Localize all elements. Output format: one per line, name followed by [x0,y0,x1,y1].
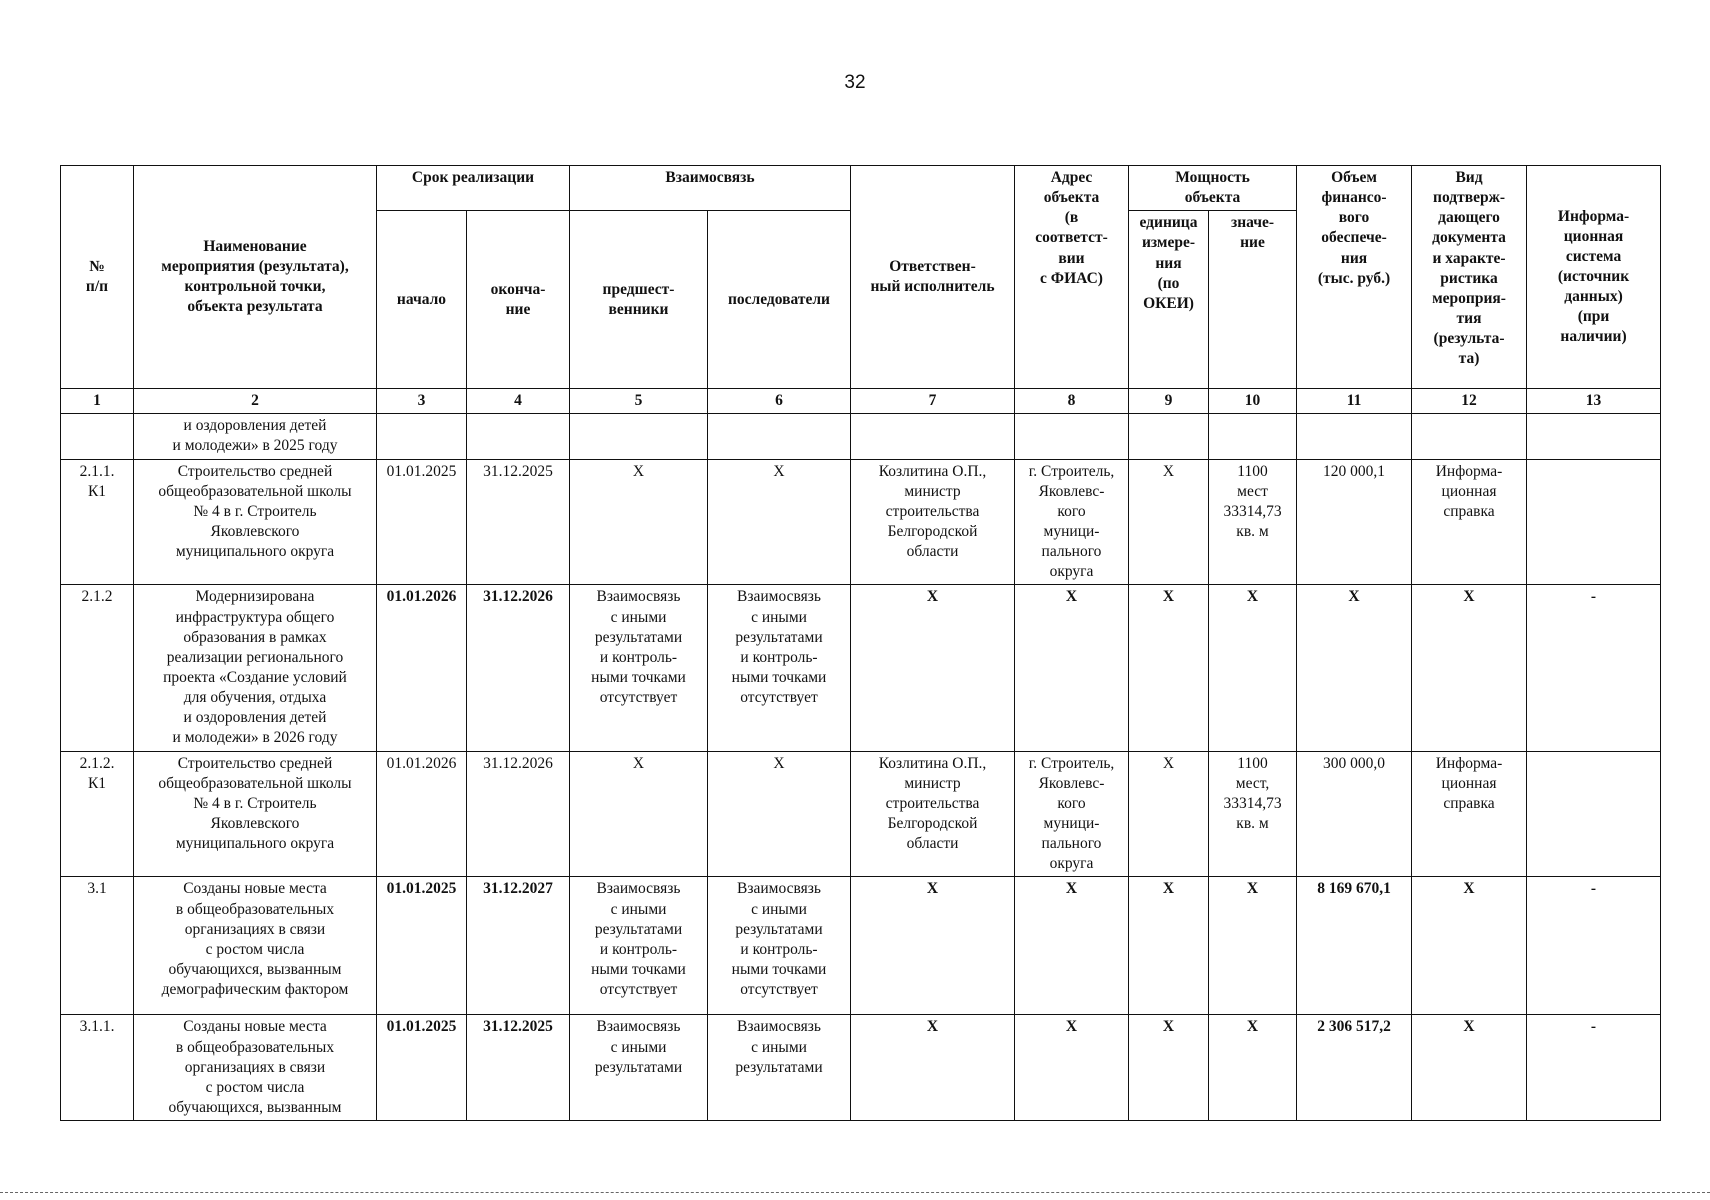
row-start-date: 01.01.2025 [377,877,467,1015]
row-info-system [1527,459,1661,585]
table-row [61,751,1661,877]
header-capacity: Мощность объекта [1129,166,1297,211]
column-number: 2 [134,389,377,414]
row-funding: X [1297,585,1412,751]
row-unit: X [1129,877,1209,1015]
row-info-system: - [1527,1015,1661,1121]
row-name: Созданы новые места в общеобразовательных организациях в связи с ростом числа обучающихся, вызванным демографическим фактором [134,877,377,1015]
column-number: 9 [1129,389,1209,414]
header-period: Срок реализации [377,166,570,211]
row-number [61,414,134,459]
row-predecessors: Взаимосвязь с иными результатами [570,1015,708,1121]
header-num: № п/п [61,166,134,389]
row-name: и оздоровления детей и молодежи» в 2025 году [134,414,377,459]
row-number: 2.1.2. К1 [61,751,134,877]
column-number: 5 [570,389,708,414]
row-start-date: 01.01.2025 [377,459,467,585]
header-info-system: Информа- ционная система (источник данных) (при наличии) [1527,166,1661,389]
header-predecessors: предшест- венники [570,211,708,389]
row-number: 2.1.2 [61,585,134,751]
row-start-date: 01.01.2026 [377,751,467,877]
row-funding: 300 000,0 [1297,751,1412,877]
row-value: 1100 мест 33314,73 кв. м [1209,459,1297,585]
row-start-date [377,414,467,459]
row-doc-type: X [1412,877,1527,1015]
header-responsible: Ответствен- ный исполнитель [851,166,1015,389]
row-address: г. Строитель, Яковлевс- кого муници- пального округа [1015,459,1129,585]
row-name: Строительство средней общеобразовательной школы № 4 в г. Строитель Яковлевского муниципального округа [134,459,377,585]
column-number-row [61,389,1661,414]
row-funding [1297,414,1412,459]
plan-table [60,165,1661,1121]
row-doc-type [1412,414,1527,459]
column-number: 12 [1412,389,1527,414]
row-name: Строительство средней общеобразовательной школы № 4 в г. Строитель Яковлевского муниципального округа [134,751,377,877]
row-name: Модернизирована инфраструктура общего образования в рамках реализации регионального проекта «Создание условий для обучения, отдыха и оздоровления детей и молодежи» в 2026 году [134,585,377,751]
row-responsible: X [851,877,1015,1015]
table-row [61,459,1661,585]
column-number: 11 [1297,389,1412,414]
header-start: начало [377,211,467,389]
row-start-date: 01.01.2026 [377,585,467,751]
row-value: X [1209,877,1297,1015]
row-info-system [1527,414,1661,459]
column-number: 7 [851,389,1015,414]
row-name: Созданы новые места в общеобразовательных организациях в связи с ростом числа обучающихся, вызванным [134,1015,377,1121]
row-end-date: 31.12.2026 [467,585,570,751]
row-unit: X [1129,585,1209,751]
row-responsible: X [851,585,1015,751]
row-unit: X [1129,1015,1209,1121]
row-end-date [467,414,570,459]
table-row [61,877,1661,1015]
row-predecessors: X [570,459,708,585]
row-end-date: 31.12.2025 [467,459,570,585]
row-value: 1100 мест, 33314,73 кв. м [1209,751,1297,877]
row-unit: X [1129,459,1209,585]
header-end: оконча- ние [467,211,570,389]
row-successors [708,414,851,459]
row-successors: X [708,751,851,877]
row-address: X [1015,1015,1129,1121]
row-funding: 8 169 670,1 [1297,877,1412,1015]
row-doc-type: X [1412,1015,1527,1121]
table-row [61,414,1661,459]
table-row [61,585,1661,751]
row-address: г. Строитель, Яковлевс- кого муници- пального округа [1015,751,1129,877]
row-end-date: 31.12.2026 [467,751,570,877]
row-info-system [1527,751,1661,877]
row-predecessors: Взаимосвязь с иными результатами и контроль- ными точками отсутствует [570,585,708,751]
header-relation: Взаимосвязь [570,166,851,211]
row-predecessors: Взаимосвязь с иными результатами и контроль- ными точками отсутствует [570,877,708,1015]
header-address: Адрес объекта (в соответст- вии с ФИАС) [1015,166,1129,389]
row-responsible: X [851,1015,1015,1121]
row-start-date: 01.01.2025 [377,1015,467,1121]
row-responsible: Козлитина О.П., министр строительства Белгородской области [851,751,1015,877]
table-row [61,1015,1661,1121]
row-value: X [1209,1015,1297,1121]
row-doc-type: X [1412,585,1527,751]
row-successors: Взаимосвязь с иными результатами и контроль- ными точками отсутствует [708,585,851,751]
page-number: 32 [844,72,866,93]
header-value: значе- ние [1209,211,1297,389]
header-successors: последователи [708,211,851,389]
row-unit: X [1129,751,1209,877]
row-doc-type: Информа- ционная справка [1412,459,1527,585]
row-number: 3.1.1. [61,1015,134,1121]
row-value [1209,414,1297,459]
row-info-system: - [1527,877,1661,1015]
row-successors: Взаимосвязь с иными результатами и контроль- ными точками отсутствует [708,877,851,1015]
row-unit [1129,414,1209,459]
row-funding: 120 000,1 [1297,459,1412,585]
row-end-date: 31.12.2027 [467,877,570,1015]
row-successors: Взаимосвязь с иными результатами [708,1015,851,1121]
table-body [61,414,1661,1121]
row-number: 2.1.1. К1 [61,459,134,585]
row-address: X [1015,877,1129,1015]
column-number: 10 [1209,389,1297,414]
column-number: 3 [377,389,467,414]
row-end-date: 31.12.2025 [467,1015,570,1121]
column-number: 1 [61,389,134,414]
column-number: 8 [1015,389,1129,414]
row-number: 3.1 [61,877,134,1015]
header-funding: Объем финансо- вого обеспече- ния (тыс. руб.) [1297,166,1412,389]
header-doc-type: Вид подтверж- дающего документа и характе- ристика мероприя- тия (результа- та) [1412,166,1527,389]
row-predecessors: X [570,751,708,877]
row-responsible [851,414,1015,459]
row-predecessors [570,414,708,459]
row-successors: X [708,459,851,585]
column-number: 6 [708,389,851,414]
row-value: X [1209,585,1297,751]
column-number: 4 [467,389,570,414]
row-address [1015,414,1129,459]
bottom-divider [0,1192,1710,1193]
row-funding: 2 306 517,2 [1297,1015,1412,1121]
header-name: Наименование мероприятия (результата), контрольной точки, объекта результата [134,166,377,389]
column-number: 13 [1527,389,1661,414]
row-address: X [1015,585,1129,751]
row-info-system: - [1527,585,1661,751]
row-doc-type: Информа- ционная справка [1412,751,1527,877]
header-unit: единица измере- ния (по ОКЕИ) [1129,211,1209,389]
row-responsible: Козлитина О.П., министр строительства Белгородской области [851,459,1015,585]
